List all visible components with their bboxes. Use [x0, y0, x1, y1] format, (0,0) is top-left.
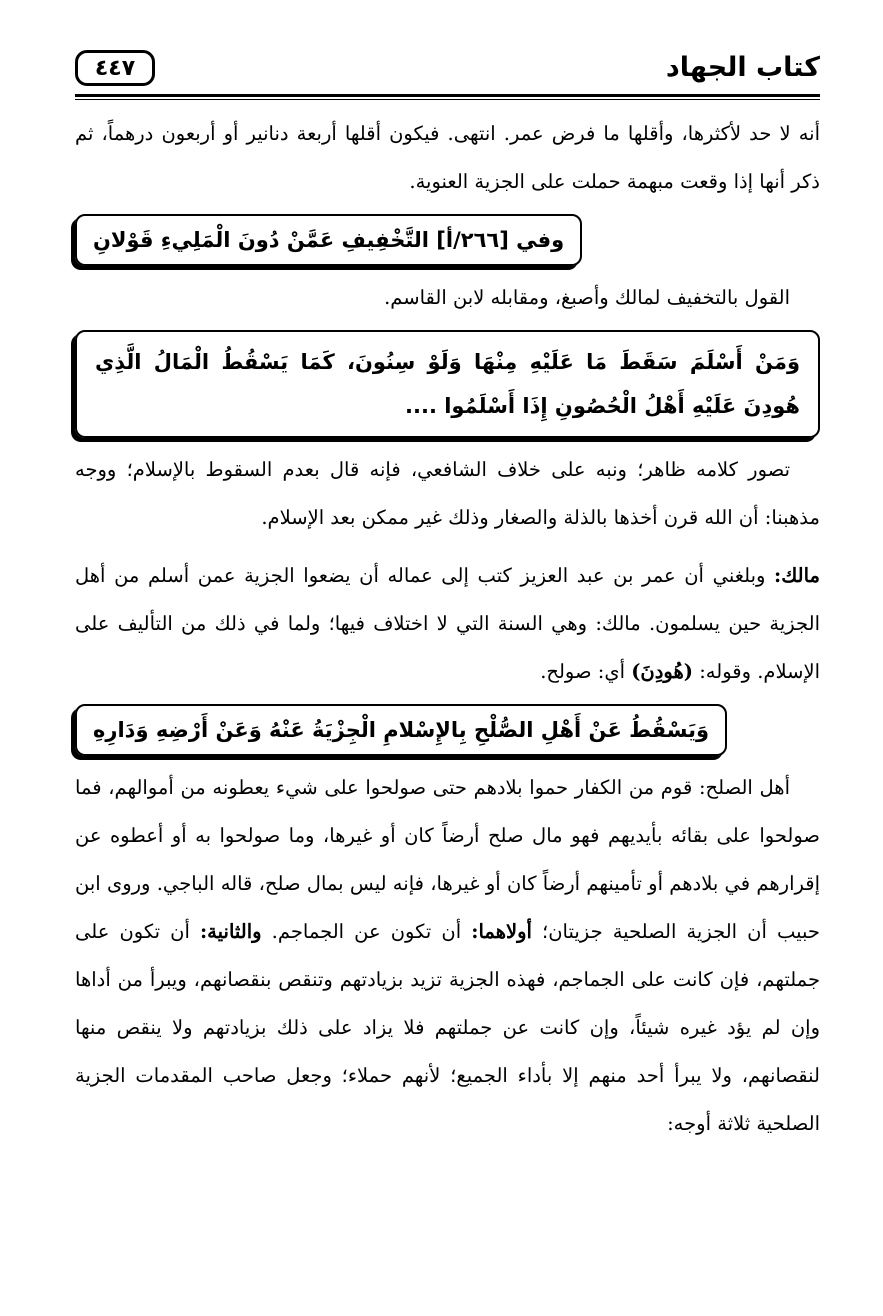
matn-box-3: وَيَسْقُطُ عَنْ أَهْلِ الصُّلْحِ بِالإِسْلامِ الْجِزْيَةُ عَنْهُ وَعَنْ أَرْضِهِ وَدَارِهِ: [75, 704, 727, 756]
paragraph-4-term: (هُودِنَ): [631, 660, 694, 683]
page-header: [75, 44, 820, 100]
paragraph-5-second: والثانية:: [199, 920, 262, 943]
paragraph-3: تصور كلامه ظاهر؛ ونبه على خلاف الشافعي، فإنه قال بعدم السقوط بالإسلام؛ ووجه مذهبنا: أن الله قرن أخذها بالذلة والصغار وذلك غير ممكن بعد الإسلام.: [75, 458, 820, 529]
matn-box-1-wrap: [75, 214, 820, 266]
paragraph-5-c: أن تكون على جملتهم، فإن كانت على الجماجم، فهذه الجزية تزيد بزيادتهم وتنقص بنقصانهم، ويبرأ من أداها وإن لم يؤد غيره شيئاً، وإن كانت عن جملتهم فلا يزاد على ذلك بزيادتهم ولا ينقص منها لنقصانهم، ولا يبرأ أحد منهم إلا بأداء الجميع؛ لأنهم حملاء؛ وجعل صاحب المقدمات الجزية الصلحية ثلاثة أوجه:: [75, 920, 820, 1135]
paragraph-5-a: أهل الصلح: قوم من الكفار حموا بلادهم حتى صولحوا على شيء يعطونه من أموالهم، فما صولحوا على بقائه بأيديهم فهو مال صلح أرضاً كان أو غيرها، وما صولحوا به أو أعطوه عن إقرارهم في بلادهم أو تأمينهم أرضاً كان أو غيرها، فإنه ليس بمال صلح، قاله الباجي. وروى ابن حبيب أن الجزية الصلحية جزيتان؛: [75, 776, 820, 943]
paragraph-4-lead: مالك:: [774, 564, 820, 587]
paragraph-5-b: أن تكون عن الجماجم.: [261, 920, 472, 943]
paragraph-4-text: وبلغني أن عمر بن عبد العزيز كتب إلى عماله أن يضعوا الجزية عمن أسلم من أهل الجزية حين يسلمون. مالك: وهي السنة التي لا اختلاف فيها؛ ولما في ذلك من التأليف على الإسلام. وقوله:: [75, 564, 820, 683]
matn-box-1: وفي [٢٦٦/أ] التَّخْفِيفِ عَمَّنْ دُونَ الْمَلِيءِ قَوْلانِ: [75, 214, 582, 266]
header-rule-thin: [75, 99, 820, 100]
paragraph-4-end: أي: صولح.: [540, 660, 632, 683]
paragraph-5: [75, 764, 820, 1148]
chapter-title: كتاب الجهاد: [665, 52, 820, 83]
matn-box-2-wrap: [75, 330, 820, 438]
matn-box-3-wrap: [75, 704, 820, 756]
paragraph-1: أنه لا حد لأكثرها، وأقلها ما فرض عمر. انتهى. فيكون أقلها أربعة دنانير أو أربعون درهماً، ثم ذكر أنها إذا وقعت مبهمة حملت على الجزية العنوية.: [75, 122, 820, 193]
paragraph-5-first: أولاهما:: [471, 920, 532, 943]
paragraph-2: القول بالتخفيف لمالك وأصبغ، ومقابله لابن القاسم.: [384, 286, 790, 309]
page-number: ٤٤٧: [75, 50, 155, 86]
header-rule: [75, 94, 820, 97]
page-body: [75, 110, 820, 1148]
paragraph-4: [75, 552, 820, 696]
matn-box-2: وَمَنْ أَسْلَمَ سَقَطَ مَا عَلَيْهِ مِنْهَا وَلَوْ سِنُونَ، كَمَا يَسْقُطُ الْمَالُ الَّذِي هُودِنَ عَلَيْهِ أَهْلُ الْحُصُونِ إِذَا أَسْلَمُوا ....: [75, 330, 820, 438]
